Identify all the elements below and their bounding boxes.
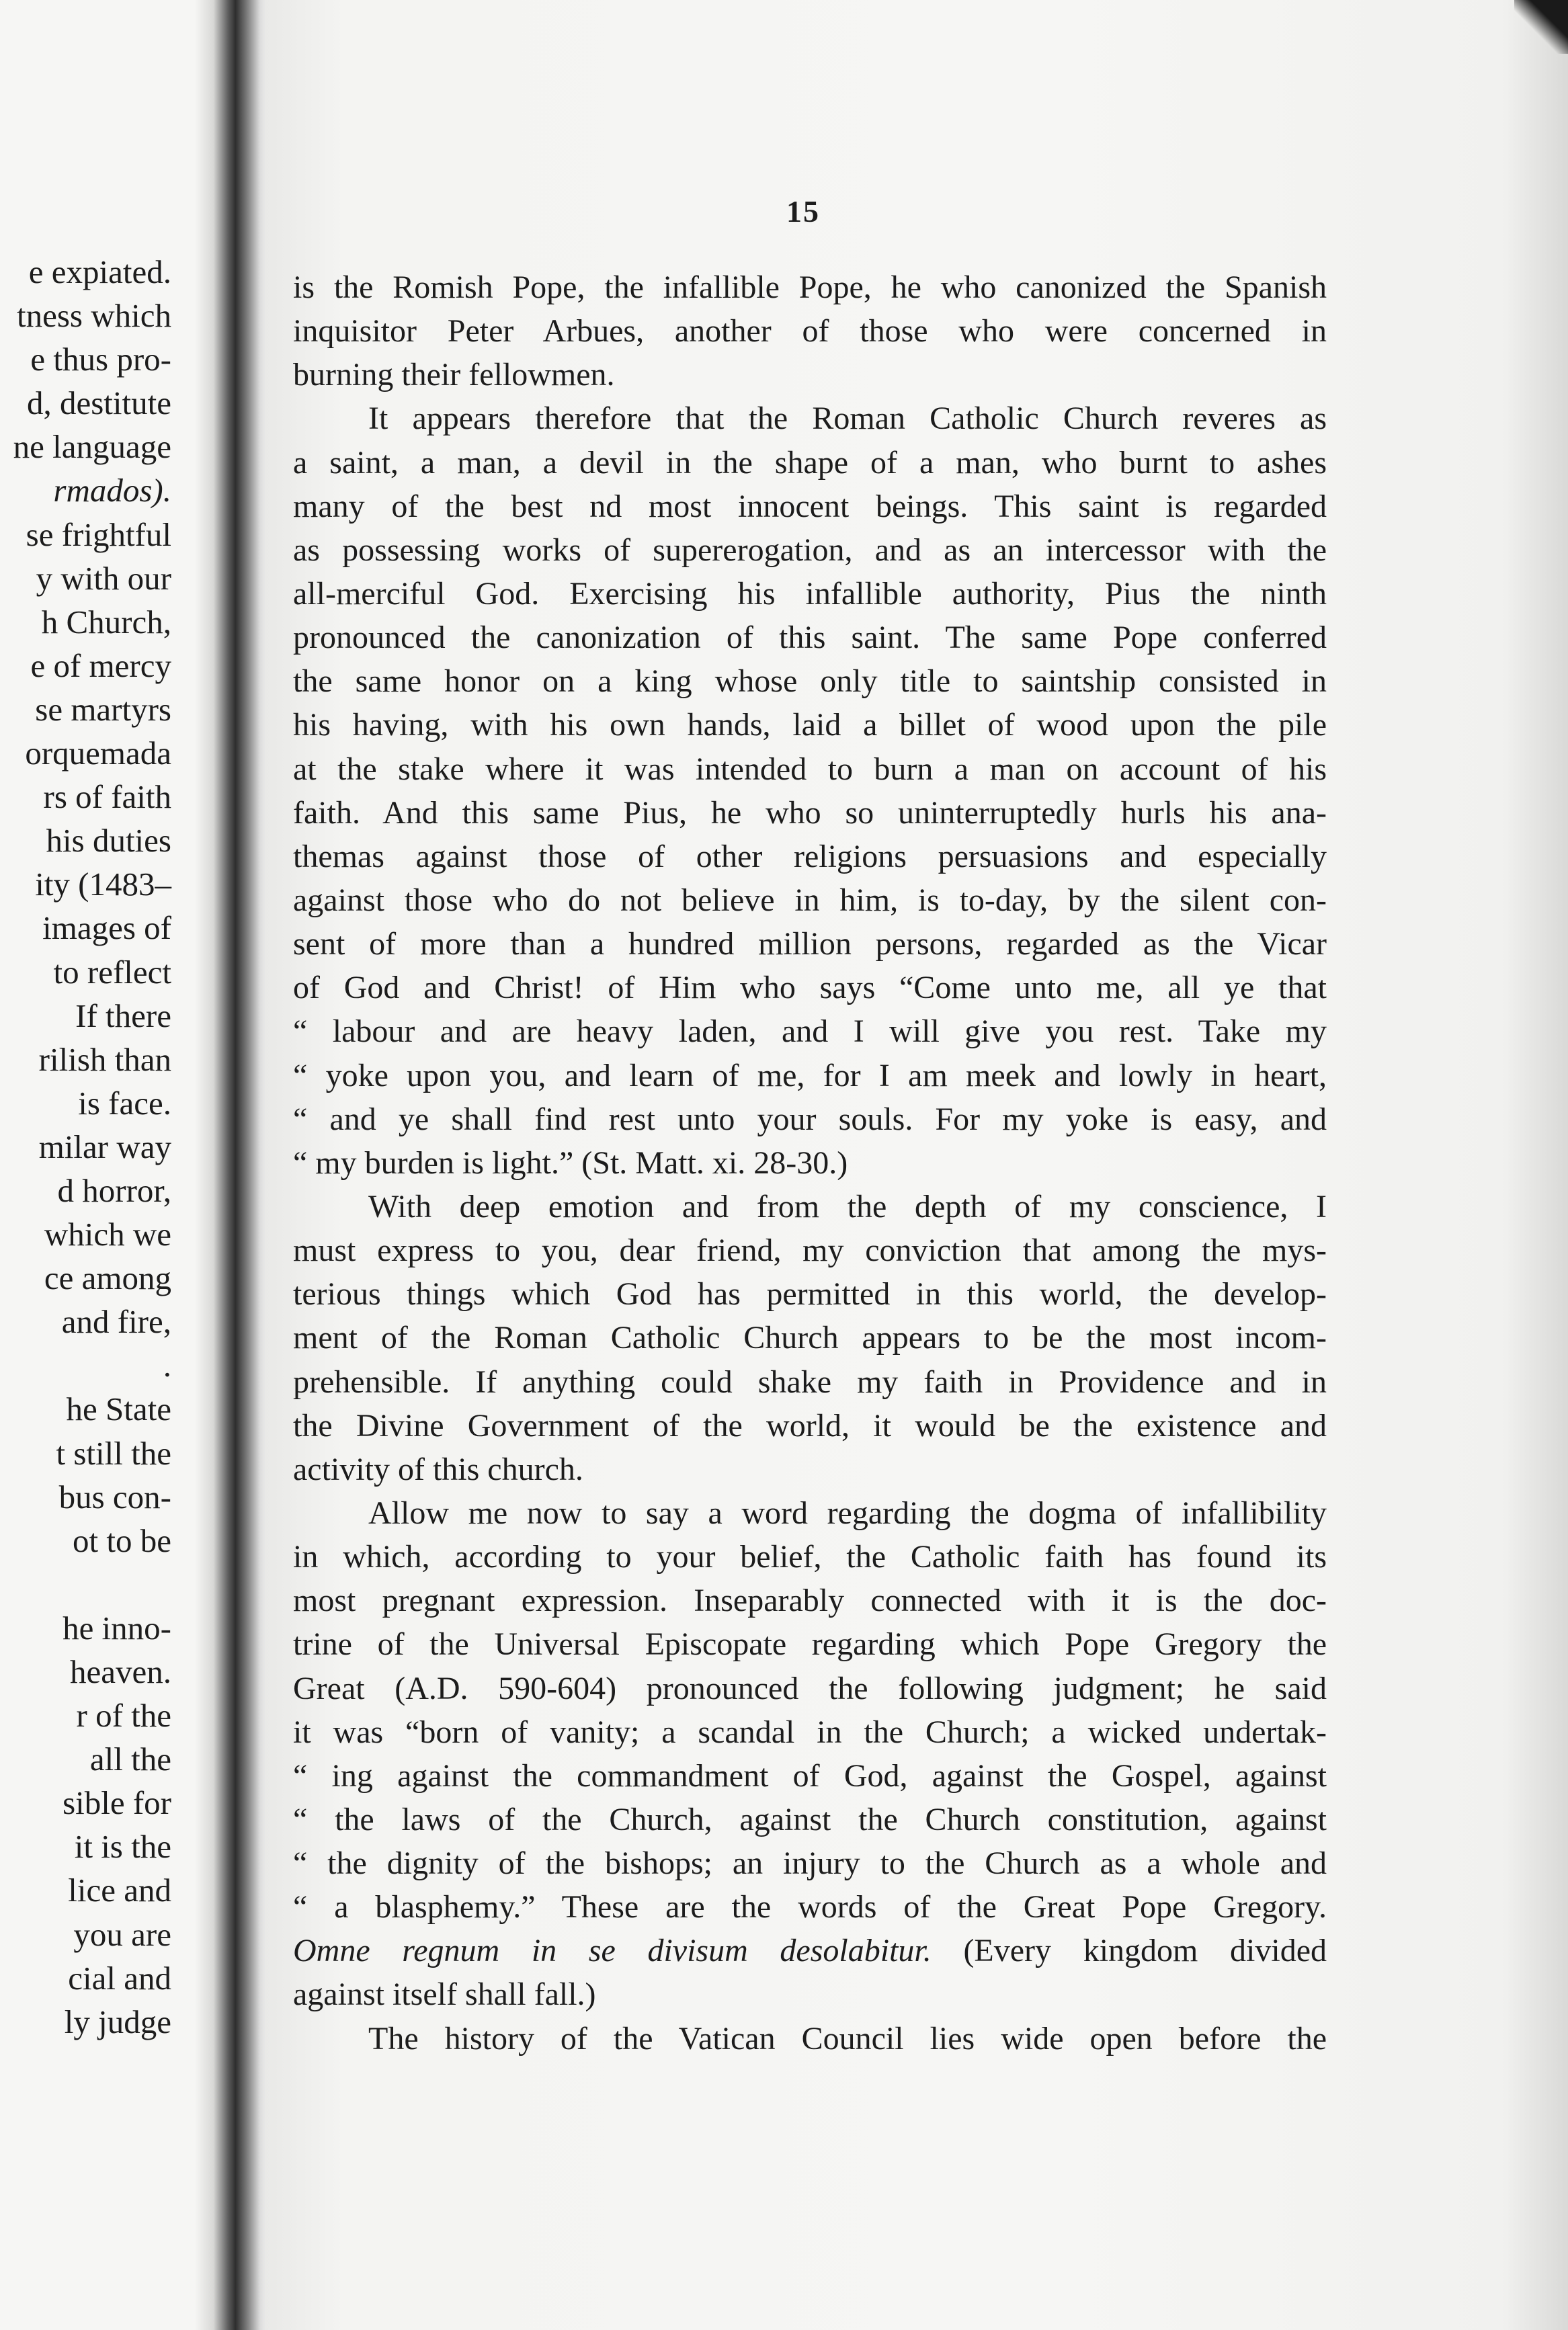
body-text-line: “ ing against the commandment of God, against the Gospel, against [293,1757,1327,1794]
left-page-line: orquemada [25,735,171,772]
left-page-line: he inno- [63,1609,171,1647]
left-page-line: images of [42,909,171,947]
body-text-line: sent of more than a hundred million persons, regarded as the Vicar [293,926,1327,962]
left-page-line: rs of faith [43,778,171,816]
left-page-line: If there [75,997,171,1034]
left-page-line: ne language [13,428,171,466]
body-text-line: most pregnant expression. Inseparably connected with it is the doc- [293,1583,1327,1619]
body-text-line: terious things which God has permitted in this world, the develop- [293,1276,1327,1313]
left-page-line: ity (1483– [35,866,171,903]
left-page-line: is face. [78,1084,171,1122]
body-text-line: Allow me now to say a word regarding the dogma of infallibility [368,1495,1327,1531]
body-text-line: The history of the Vatican Council lies wide open before the [368,2020,1327,2056]
left-page-line: to reflect [53,953,171,991]
body-text-line: at the stake where it was intended to burn a man on account of his [293,751,1327,787]
page-body-text [293,265,1327,2061]
left-page-line: ot to be [73,1522,171,1559]
body-text-line: activity of this church. [293,1451,583,1487]
left-page-line: se frightful [26,515,171,553]
left-page-line: cial and [68,1959,171,1997]
body-text-line [293,1929,1327,1972]
body-text-line: a saint, a man, a devil in the shape of a man, who burnt to ashes [293,444,1327,481]
body-text-line: inquisitor Peter Arbues, another of those who were concerned in [293,313,1327,349]
left-page-line: which we [44,1216,171,1253]
left-page-line: d horror, [57,1171,171,1209]
body-text-line: is the Romish Pope, the infallible Pope, he who canonized the Spanish [293,269,1327,305]
left-page-text-fragments [0,250,171,2044]
body-text-line: must express to you, dear friend, my conviction that among the mys- [293,1233,1327,1269]
body-text-line: the same honor on a king whose only title to saintship consisted in [293,663,1327,700]
left-page-line: e of mercy [30,647,171,684]
page-corner-shadow [1514,0,1568,54]
body-text-line: Great (A.D. 590-604) pronounced the following judgment; he said [293,1670,1327,1706]
translation-text: (Every kingdom divided [963,1933,1327,1969]
left-page-line: all the [89,1741,171,1778]
body-text-line: burning their fellowmen. [293,357,615,393]
left-page-line: d, destitute [26,384,171,422]
left-page-line: r of the [76,1697,171,1735]
body-text-line: as possessing works of supererogation, and as an intercessor with the [293,532,1327,568]
body-text-line: pronounced the canonization of this saint. The same Pope conferred [293,620,1327,656]
left-page-line: and fire, [61,1303,171,1341]
left-facing-page [0,0,229,2330]
body-text-line: “ my burden is light.” (St. Matt. xi. 28-30.) [293,1145,848,1181]
body-text-line: the Divine Government of the world, it would be the existence and [293,1407,1327,1444]
body-text-line: all-merciful God. Exercising his infallible authority, Pius the ninth [293,575,1327,612]
left-page-line: sible for [63,1784,171,1822]
body-text-line: against itself shall fall.) [293,1977,596,2013]
left-page-line: lice and [68,1872,171,1909]
body-text-line: many of the best nd most innocent beings. This saint is regarded [293,488,1327,524]
left-page-line: rilish than [38,1040,171,1078]
body-text-line: “ the laws of the Church, against the Church constitution, against [293,1801,1327,1837]
body-text-line: “ yoke upon you, and learn of me, for I am meek and lowly in heart, [293,1057,1327,1093]
left-page-line: . [163,1347,171,1384]
body-text-line: It appears therefore that the Roman Catholic Church reveres as [368,401,1327,437]
body-text-line: faith. And this same Pius, he who so uninterruptedly hurls his ana- [293,794,1327,831]
latin-quotation: Omne regnum in se divisum desolabitur. [293,1933,964,1969]
body-text-line: in which, according to your belief, the Catholic faith has found its [293,1539,1327,1575]
body-text-line: his having, with his own hands, laid a billet of wood upon the pile [293,707,1327,743]
body-text-line: themas against those of other religions persuasions and especially [293,838,1327,874]
body-text-line: against those who do not believe in him, is to-day, by the silent con- [293,882,1327,918]
left-page-line: e thus pro- [30,341,171,378]
body-text-line: ment of the Roman Catholic Church appears to be the most incom- [293,1320,1327,1356]
body-text-line: “ the dignity of the bishops; an injury to the Church as a whole and [293,1845,1327,1882]
body-text-line: trine of the Universal Episcopate regarding which Pope Gregory the [293,1626,1327,1663]
book-gutter-shadow [195,0,269,2330]
body-text-line: “ labour and are heavy laden, and I will give you rest. Take my [293,1013,1327,1050]
body-text-line: it was “born of vanity; a scandal in the Church; a wicked undertak- [293,1714,1327,1750]
page-number: 15 [786,194,820,228]
left-page-line: ly judge [64,2003,171,2040]
body-text-line: With deep emotion and from the depth of my conscience, I [368,1188,1327,1224]
left-page-line: he State [66,1390,171,1428]
left-page-line: t still the [56,1434,171,1472]
left-page-line [0,1563,171,1606]
left-page-line: you are [73,1915,171,1953]
left-page-line: ce among [44,1259,171,1297]
left-page-line: se martyrs [35,690,171,728]
body-text-line: “ and ye shall find rest unto your souls. For my yoke is easy, and [293,1101,1327,1137]
body-text-line: prehensible. If anything could shake my faith in Providence and in [293,1364,1327,1400]
left-page-line: his duties [46,822,171,860]
left-page-line: bus con- [58,1478,171,1515]
left-page-line: h Church, [41,603,171,640]
left-page-line: y with our [36,559,171,597]
left-page-line: it is the [74,1828,171,1866]
body-text-line: “ a blasphemy.” These are the words of the Great Pope Gregory. [293,1889,1327,1925]
left-page-line: tness which [17,297,171,335]
left-page-line: milar way [38,1128,171,1165]
body-text-line: of God and Christ! of Him who says “Come unto me, all ye that [293,970,1327,1006]
left-page-line: heaven. [70,1653,171,1690]
left-page-line: e expiated. [28,253,171,290]
left-page-line: rmados). [53,472,171,509]
